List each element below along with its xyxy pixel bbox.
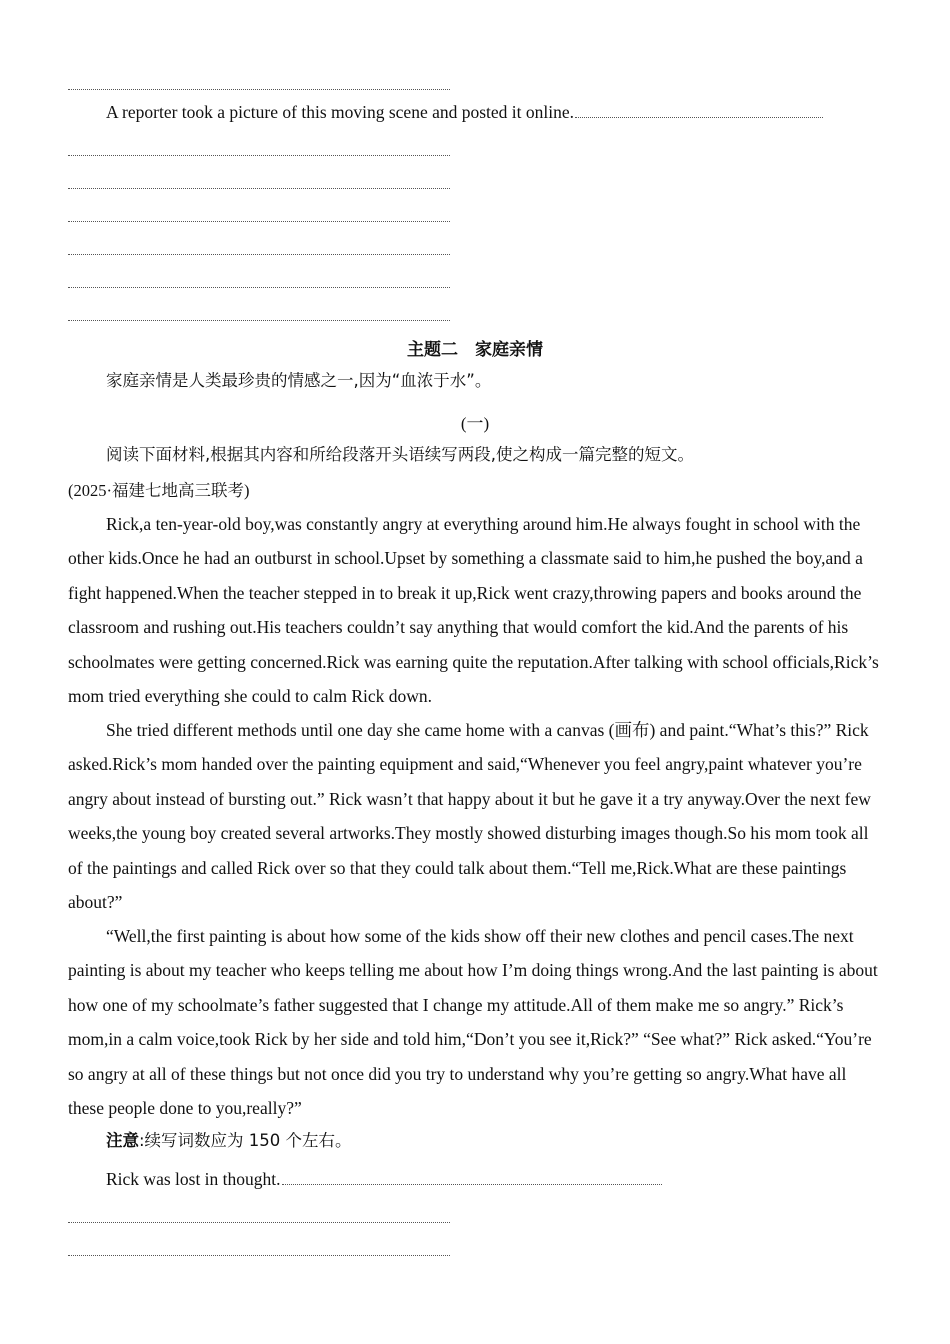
note-text: :续写词数应为 150 个左右。: [139, 1131, 352, 1150]
section-intro: 家庭亲情是人类最珍贵的情感之一,因为“血浓于水”。: [106, 371, 492, 390]
writing-line-inline: [575, 117, 823, 118]
writing-line-inline: [282, 1184, 662, 1185]
writing-line: [68, 89, 450, 90]
writing-line: [68, 221, 450, 222]
writing-line: [68, 188, 450, 189]
continuation-sentence: [68, 102, 882, 122]
writing-line: [68, 1222, 450, 1223]
section-title: 主题二 家庭亲情: [407, 340, 543, 360]
writing-line: [68, 287, 450, 288]
continuation-start-text: Rick was lost in thought.: [106, 1169, 281, 1189]
continuation-sentence-text: A reporter took a picture of this moving scene and posted it online.: [106, 102, 575, 122]
instruction: 阅读下面材料,根据其内容和所给段落开头语续写两段,使之构成一篇完整的短文。: [106, 445, 694, 464]
continuation-start: [68, 1169, 882, 1189]
source: (2025·福建七地高三联考): [68, 481, 250, 500]
passage-paragraph-1: Rick,a ten-year-old boy,was constantly angry at everything around him.He always fought in school with the other kids.Once he had an outburst in school.Upset by something a classmate said to him,he pushed the boy,and a fight happened.When the teacher stepped in to break it up,Rick went crazy,throwing papers and books around the classroom and rushing out.His teachers couldn’t say anything that would comfort the kid.And the parents of his schoolmates were getting concerned.Rick was earning quite the reputation.After talking with school officials,Rick’s mom tried everything she could to calm Rick down.: [68, 514, 879, 707]
writing-line: [68, 320, 450, 321]
writing-line: [68, 254, 450, 255]
writing-line: [68, 1255, 450, 1256]
note-label: 注意: [106, 1131, 139, 1150]
writing-line: [68, 155, 450, 156]
passage-paragraph-2: She tried different methods until one day she came home with a canvas (画布) and paint.“What’s this?” Rick asked.Rick’s mom handed over the painting equipment and said,“Whenever you feel angry,paint whatever you’re angry about instead of bursting out.” Rick wasn’t that happy about it but he gave it a try anyway.Over the next few weeks,the young boy created several artworks.They mostly showed disturbing images though.So his mom took all of the paintings and called Rick over so that they could talk about them.“Tell me,Rick.What are these paintings about?”: [68, 720, 871, 913]
passage-paragraph-3: “Well,the first painting is about how some of the kids show off their new clothes and pencil cases.The next painting is about my teacher who keeps telling me about how I’m doing things wrong.And the last painting is about how one of my schoolmate’s father suggested that I change my attitude.All of them make me so angry.” Rick’s mom,in a calm voice,took Rick by her side and told him,“Don’t you see it,Rick?” “See what?” Rick asked.“You’re so angry at all of these things but not once did you try to understand why you’re getting so angry.What have all these people done to you,really?”: [68, 926, 878, 1119]
note: [68, 1131, 882, 1151]
part-number: (一): [460, 414, 490, 433]
